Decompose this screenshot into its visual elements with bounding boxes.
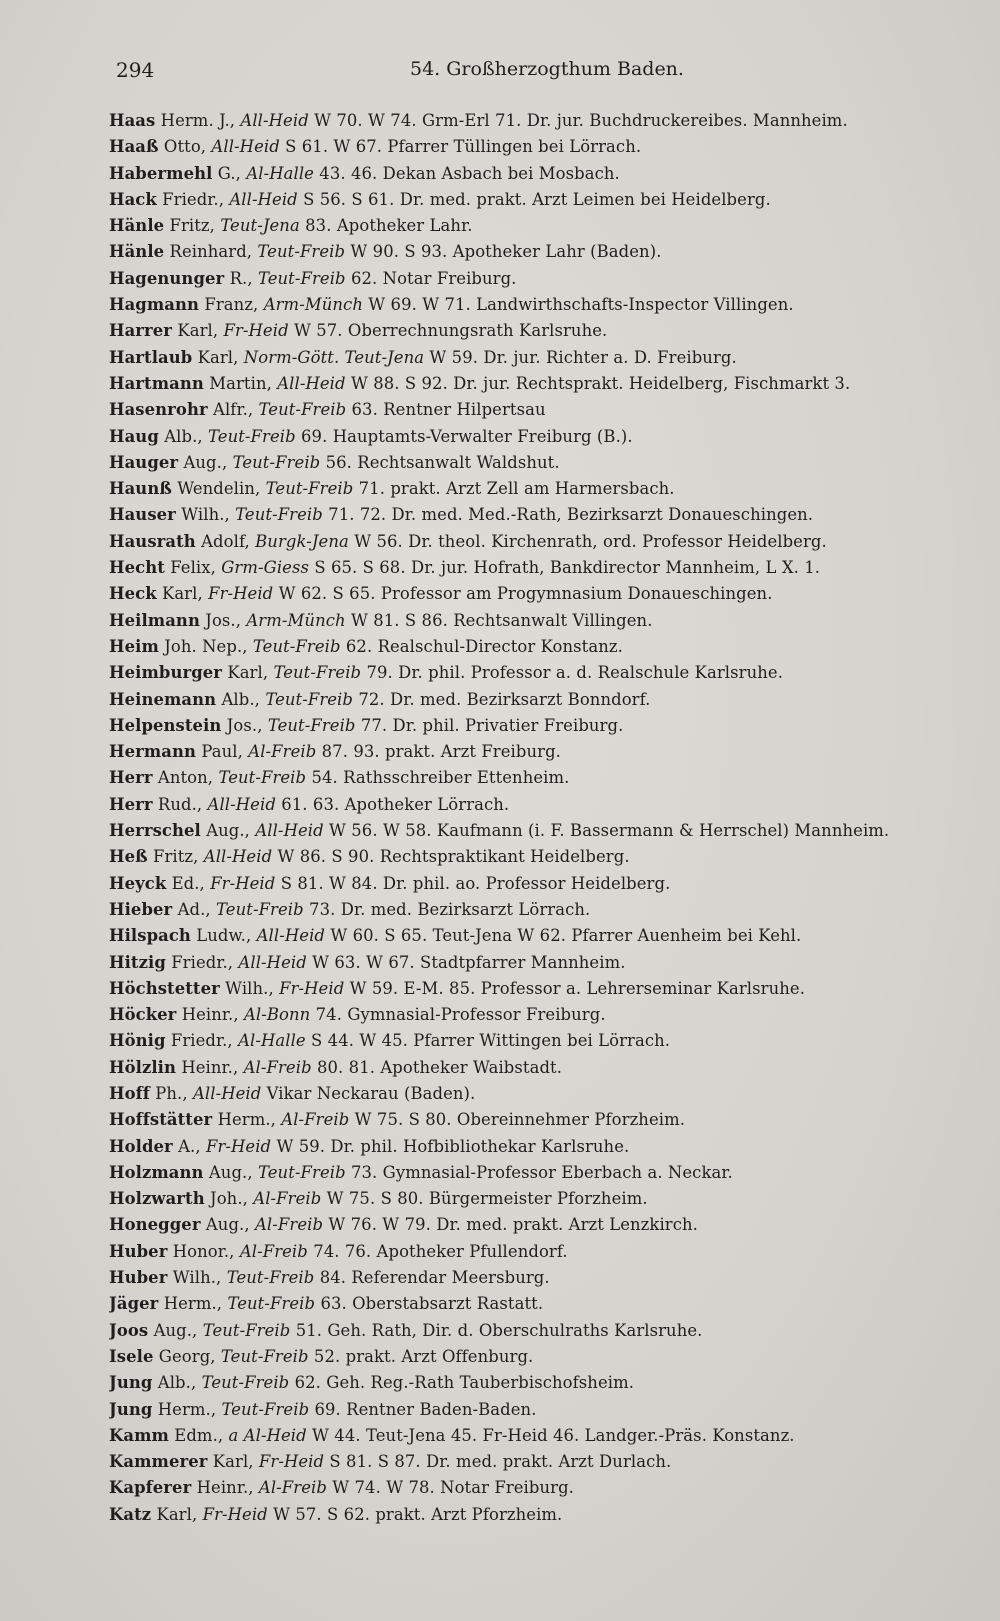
list-item	[109, 687, 989, 713]
entry-given-name: Paul,	[201, 742, 243, 762]
entry-details: 52. prakt. Arzt Offenburg.	[313, 1346, 534, 1366]
entry-given-name: Karl,	[161, 584, 203, 604]
entry-association: Teut-Freib	[258, 400, 347, 420]
entry-name: Isele	[109, 1346, 154, 1366]
entry-details: W 75. S 80. Obereinnehmer Pforzheim.	[354, 1110, 686, 1130]
entry-given-name: Friedr.,	[162, 189, 225, 209]
entry-association: Fr-Heid	[258, 1452, 325, 1472]
entry-details: 51. Geh. Rath, Dir. d. Oberschulraths Karlsruhe.	[295, 1320, 703, 1340]
entry-details: W 56. Dr. theol. Kirchenrath, ord. Professor Heidelberg.	[354, 531, 827, 551]
entry-details: W 90. S 93. Apotheker Lahr (Baden).	[350, 242, 662, 262]
entry-details: S 44. W 45. Pfarrer Wittingen bei Lörrach.	[311, 1031, 671, 1051]
entry-name: Hieber	[109, 899, 173, 919]
entry-given-name: Herm.,	[163, 1294, 223, 1314]
entry-details: W 57. Oberrechnungsrath Karlsruhe.	[293, 321, 608, 341]
entry-details: W 81. S 86. Rechtsanwalt Villingen.	[350, 610, 653, 630]
list-item	[109, 266, 989, 292]
entry-association: Teut-Freib	[227, 1294, 316, 1314]
entry-given-name: Wilh.,	[225, 978, 274, 998]
entry-name: Kammerer	[109, 1452, 208, 1472]
entry-details: 54. Rathsschreiber Ettenheim.	[311, 768, 570, 788]
list-item	[109, 1423, 989, 1449]
entry-details: W 59. E-M. 85. Professor a. Lehrerseminar Karlsruhe.	[349, 978, 805, 998]
entry-association: Grm-Giess	[221, 558, 310, 578]
entry-details: Vikar Neckarau (Baden).	[266, 1083, 476, 1103]
entry-details: W 59. Dr. jur. Richter a. D. Freiburg.	[429, 347, 737, 367]
list-item	[109, 1397, 989, 1423]
entry-association: All-Heid	[192, 1083, 262, 1103]
entry-association: Teut-Freib	[232, 452, 321, 472]
entry-association: Teut-Freib	[235, 505, 323, 525]
entry-name: Holzmann	[109, 1162, 204, 1182]
entry-association: Al-Freib	[248, 742, 317, 762]
entry-given-name: Karl,	[212, 1452, 254, 1472]
entry-details: 62. Geh. Reg.-Rath Tauberbischofsheim.	[294, 1373, 635, 1393]
entry-given-name: Martin,	[209, 373, 272, 393]
entry-name: Hoff	[109, 1083, 150, 1103]
entry-details: 71. 72. Dr. med. Med.-Rath, Bezirksarzt Donaueschingen.	[328, 505, 814, 525]
list-item	[109, 1055, 989, 1081]
list-item	[109, 555, 989, 581]
entry-association: Al-Freib	[258, 1478, 327, 1498]
entry-name: Habermehl	[109, 163, 213, 183]
entry-association: Fr-Heid	[210, 873, 276, 893]
list-item	[109, 1449, 989, 1475]
list-item	[109, 1344, 989, 1370]
entry-name: Huber	[109, 1241, 168, 1261]
entry-association: Al-Freib	[253, 1189, 322, 1209]
entry-name: Hauser	[109, 505, 176, 525]
entry-details: 63. Oberstabsarzt Rastatt.	[320, 1294, 544, 1314]
entry-given-name: Wilh.,	[172, 1268, 222, 1288]
list-item	[109, 345, 989, 371]
entry-given-name: Ad.,	[177, 899, 211, 919]
entry-name: Hartmann	[109, 373, 204, 393]
entry-association: Fr-Heid	[279, 978, 345, 998]
entry-given-name: Reinhard,	[169, 242, 253, 262]
entry-association: Al-Halle	[238, 1031, 306, 1051]
entry-association: Arm-Münch	[246, 610, 346, 630]
entry-details: S 81. W 84. Dr. phil. ao. Professor Heidelberg.	[280, 873, 671, 893]
list-item	[109, 1212, 989, 1238]
entry-name: Honegger	[109, 1215, 201, 1235]
entry-given-name: Anton,	[157, 768, 214, 788]
entry-name: Huber	[109, 1268, 168, 1288]
entry-name: Jung	[109, 1399, 153, 1419]
list-item	[109, 292, 989, 318]
list-item	[109, 1318, 989, 1344]
entry-details: 62. Realschul-Director Konstanz.	[345, 636, 623, 656]
entry-given-name: A.,	[178, 1136, 201, 1156]
entry-association: Teut-Freib	[265, 479, 354, 499]
entry-given-name: Ludw.,	[196, 926, 252, 946]
entry-association: Al-Freib	[255, 1215, 324, 1235]
entry-name: Heyck	[109, 873, 167, 893]
list-item	[109, 1186, 989, 1212]
entry-given-name: Heinr.,	[181, 1057, 239, 1077]
entry-given-name: Felix,	[170, 558, 216, 578]
list-item	[109, 187, 989, 213]
entry-association: All-Heid	[240, 111, 309, 130]
entry-details: 84. Referendar Meersburg.	[319, 1268, 550, 1288]
entry-given-name: Jos.,	[205, 610, 242, 630]
entry-given-name: Alb.,	[221, 689, 260, 709]
entry-association: All-Heid	[207, 794, 276, 814]
entry-association: Teut-Freib	[265, 689, 353, 709]
entry-given-name: Alb.,	[157, 1373, 197, 1393]
entry-name: Hänle	[109, 242, 165, 262]
entry-association: Teut-Freib	[257, 268, 346, 288]
entry-given-name: Karl,	[177, 321, 219, 341]
entry-association: Fr-Heid	[205, 1136, 272, 1156]
entry-name: Holder	[109, 1136, 173, 1156]
entry-given-name: Aug.,	[183, 452, 228, 472]
entry-given-name: Herm.,	[217, 1110, 276, 1130]
entry-association: Al-Freib	[239, 1241, 308, 1261]
entry-name: Hitzig	[109, 952, 166, 972]
list-item	[109, 976, 989, 1002]
list-item	[109, 1265, 989, 1291]
entry-name: Hagmann	[109, 295, 200, 315]
list-item	[109, 161, 989, 187]
entry-details: 61. 63. Apotheker Lörrach.	[281, 794, 510, 814]
entry-details: W 62. S 65. Professor am Progymnasium Donaueschingen.	[278, 584, 773, 604]
entry-details: W 56. W 58. Kaufmann (i. F. Bassermann & Herrschel) Mannheim.	[329, 821, 890, 841]
entry-name: Jung	[109, 1373, 153, 1393]
entry-given-name: Alb.,	[164, 426, 203, 446]
entry-association: Teut-Freib	[258, 1162, 346, 1182]
entry-association: Al-Freib	[243, 1057, 312, 1077]
entry-details: S 56. S 61. Dr. med. prakt. Arzt Leimen bei Heidelberg.	[303, 189, 771, 209]
entry-given-name: Wendelin,	[177, 479, 261, 499]
list-item	[109, 1160, 989, 1186]
list-item	[109, 897, 989, 923]
entry-details: 56. Rechtsanwalt Waldshut.	[325, 452, 560, 472]
entry-name: Hasenrohr	[109, 400, 208, 420]
entry-name: Hack	[109, 189, 157, 209]
entry-association: Teut-Freib	[267, 715, 356, 735]
entry-name: Herr	[109, 768, 153, 788]
entry-association: Al-Bonn	[244, 1005, 311, 1025]
entry-association: Teut-Freib	[202, 1320, 291, 1340]
entry-given-name: R.,	[229, 268, 253, 288]
entry-association: Teut-Freib	[226, 1268, 315, 1288]
entry-given-name: Georg,	[158, 1346, 216, 1366]
list-item	[109, 713, 989, 739]
list-item	[109, 1081, 989, 1107]
list-item	[109, 424, 989, 450]
entry-association: Teut-Freib	[201, 1373, 290, 1393]
list-item	[109, 1028, 989, 1054]
entry-given-name: Fritz,	[169, 216, 215, 236]
entry-association: All-Heid	[229, 189, 298, 209]
entry-details: W 70. W 74. Grm-Erl 71. Dr. jur. Buchdruckereibes. Mannheim.	[314, 111, 848, 130]
list-item	[109, 871, 989, 897]
entry-association: Teut-Freib	[216, 899, 304, 919]
entry-association: All-Heid	[256, 926, 326, 946]
entry-name: Höcker	[109, 1005, 177, 1025]
entry-details: 74. Gymnasial-Professor Freiburg.	[315, 1005, 606, 1025]
entry-association: All-Heid	[255, 821, 324, 841]
entry-association: Teut-Freib	[208, 426, 296, 446]
entry-association: All-Heid	[238, 952, 307, 972]
entry-given-name: Rud.,	[157, 794, 203, 814]
entry-name: Jäger	[109, 1294, 159, 1314]
entry-association: Teut-Jena	[220, 216, 300, 236]
entry-details: 83. Apotheker Lahr.	[305, 216, 473, 236]
entry-details: 72. Dr. med. Bezirksarzt Bonndorf.	[358, 689, 651, 709]
entry-given-name: Honor.,	[172, 1241, 235, 1261]
list-item	[109, 450, 989, 476]
list-item	[109, 1239, 989, 1265]
list-item	[109, 818, 989, 844]
entry-association: Teut-Freib	[273, 663, 362, 683]
list-item	[109, 502, 989, 528]
entry-given-name: Herm.,	[157, 1399, 217, 1419]
entry-name: Hagenunger	[109, 268, 225, 288]
list-item	[109, 1475, 989, 1501]
entry-name: Harrer	[109, 321, 173, 341]
entry-details: 73. Dr. med. Bezirksarzt Lörrach.	[309, 899, 591, 919]
entry-given-name: Karl,	[227, 663, 269, 683]
entry-given-name: Aug.,	[205, 1215, 250, 1235]
list-item	[109, 134, 989, 160]
entry-name: Heilmann	[109, 610, 200, 630]
entry-name: Kapferer	[109, 1478, 192, 1498]
entry-details: 71. prakt. Arzt Zell am Harmersbach.	[358, 479, 675, 499]
entry-given-name: Heinr.,	[181, 1005, 239, 1025]
entry-details: 80. 81. Apotheker Waibstadt.	[316, 1057, 563, 1077]
list-item	[109, 529, 989, 555]
entry-given-name: Ed.,	[171, 873, 205, 893]
entry-details: W 88. S 92. Dr. jur. Rechtsprakt. Heidelberg, Fischmarkt 3.	[350, 373, 851, 393]
entry-association: All-Heid	[277, 373, 346, 393]
entry-details: 43. 46. Dekan Asbach bei Mosbach.	[319, 163, 620, 183]
list-item	[109, 1502, 989, 1528]
entry-association: Norm-Gött. Teut-Jena	[243, 347, 425, 367]
entry-name: Haug	[109, 426, 159, 446]
entry-given-name: Adolf,	[201, 531, 250, 551]
entry-association: Al-Freib	[281, 1110, 350, 1130]
entry-given-name: Aug.,	[208, 1162, 253, 1182]
list-item	[109, 923, 989, 949]
entry-name: Helpenstein	[109, 715, 222, 735]
entry-given-name: Herm. J.,	[160, 111, 236, 130]
entry-details: W 44. Teut-Jena 45. Fr-Heid 46. Landger.-Präs. Konstanz.	[312, 1425, 795, 1445]
list-item	[109, 476, 989, 502]
list-item	[109, 1002, 989, 1028]
member-list	[109, 108, 989, 1528]
list-item	[109, 318, 989, 344]
entry-given-name: Fritz,	[152, 847, 199, 867]
entry-details: 73. Gymnasial-Professor Eberbach a. Neckar.	[351, 1162, 733, 1182]
entry-association: a Al-Heid	[228, 1425, 307, 1445]
entry-details: W 69. W 71. Landwirthschafts-Inspector Villingen.	[368, 295, 794, 315]
entry-name: Joos	[109, 1320, 149, 1340]
entry-name: Katz	[109, 1504, 152, 1524]
entry-association: Burgk-Jena	[255, 531, 349, 551]
entry-details: 62. Notar Freiburg.	[350, 268, 517, 288]
list-item	[109, 1291, 989, 1317]
entry-given-name: Joh. Nep.,	[164, 636, 248, 656]
entry-details: 79. Dr. phil. Professor a. d. Realschule Karlsruhe.	[366, 663, 784, 683]
page-number: 294	[116, 58, 155, 82]
list-item	[109, 634, 989, 660]
entry-name: Hausrath	[109, 531, 196, 551]
entry-name: Herrschel	[109, 821, 201, 841]
entry-name: Hölzlin	[109, 1057, 177, 1077]
entry-details: W 60. S 65. Teut-Jena W 62. Pfarrer Auenheim bei Kehl.	[330, 926, 802, 946]
entry-association: Al-Halle	[246, 163, 314, 183]
list-item	[109, 950, 989, 976]
entry-given-name: Ph.,	[155, 1083, 188, 1103]
list-item	[109, 1107, 989, 1133]
entry-given-name: Alfr.,	[213, 400, 254, 420]
list-item	[109, 739, 989, 765]
entry-given-name: Otto,	[163, 137, 207, 157]
entry-details: 63. Rentner Hilpertsau	[351, 400, 546, 420]
list-item	[109, 660, 989, 686]
entry-name: Hoffstätter	[109, 1110, 213, 1130]
entry-association: Fr-Heid	[223, 321, 289, 341]
entry-details: W 74. W 78. Notar Freiburg.	[332, 1478, 574, 1498]
list-item	[109, 581, 989, 607]
entry-given-name: Franz,	[204, 295, 259, 315]
entry-details: S 81. S 87. Dr. med. prakt. Arzt Durlach.	[329, 1452, 672, 1472]
entry-name: Hermann	[109, 742, 197, 762]
entry-name: Hänle	[109, 216, 165, 236]
entry-given-name: Wilh.,	[181, 505, 230, 525]
entry-association: All-Heid	[211, 137, 280, 157]
entry-association: Teut-Freib	[252, 636, 341, 656]
entry-name: Haas	[109, 111, 156, 130]
entry-name: Heck	[109, 584, 157, 604]
entry-name: Kamm	[109, 1425, 169, 1445]
list-item	[109, 371, 989, 397]
entry-association: Teut-Freib	[218, 768, 307, 788]
list-item	[109, 213, 989, 239]
entry-given-name: Friedr.,	[171, 952, 234, 972]
entry-given-name: Aug.,	[153, 1320, 198, 1340]
entry-given-name: Friedr.,	[170, 1031, 233, 1051]
entry-details: 87. 93. prakt. Arzt Freiburg.	[321, 742, 561, 762]
entry-details: W 76. W 79. Dr. med. prakt. Arzt Lenzkirch.	[328, 1215, 698, 1235]
entry-details: S 61. W 67. Pfarrer Tüllingen bei Lörrach.	[285, 137, 642, 157]
entry-details: W 59. Dr. phil. Hofbibliothekar Karlsruhe.	[276, 1136, 630, 1156]
list-item	[109, 397, 989, 423]
entry-given-name: Edm.,	[174, 1425, 224, 1445]
entry-association: Arm-Münch	[263, 295, 363, 315]
list-item	[109, 1134, 989, 1160]
entry-association: Teut-Freib	[220, 1346, 309, 1366]
entry-given-name: Aug.,	[206, 821, 250, 841]
entry-association: Teut-Freib	[257, 242, 346, 262]
entry-name: Heim	[109, 636, 159, 656]
page-header	[0, 58, 1000, 88]
entry-association: All-Heid	[203, 847, 273, 867]
entry-name: Hönig	[109, 1031, 166, 1051]
entry-name: Höchstetter	[109, 978, 220, 998]
list-item	[109, 765, 989, 791]
entry-name: Heß	[109, 847, 148, 867]
entry-given-name: Jos.,	[226, 715, 263, 735]
entry-name: Herr	[109, 794, 153, 814]
entry-name: Hilspach	[109, 926, 191, 946]
entry-association: Fr-Heid	[202, 1504, 268, 1524]
entry-association: Fr-Heid	[208, 584, 274, 604]
entry-association: Teut-Freib	[221, 1399, 310, 1419]
entry-name: Hecht	[109, 558, 165, 578]
list-item	[109, 608, 989, 634]
entry-given-name: Karl,	[197, 347, 239, 367]
running-head: 54. Großherzogthum Baden.	[410, 58, 684, 80]
entry-name: Holzwarth	[109, 1189, 205, 1209]
entry-name: Haaß	[109, 137, 159, 157]
entry-details: 69. Hauptamts-Verwalter Freiburg (B.).	[301, 426, 633, 446]
entry-name: Hauger	[109, 452, 179, 472]
entry-details: W 63. W 67. Stadtpfarrer Mannheim.	[312, 952, 626, 972]
entry-name: Haunß	[109, 479, 172, 499]
list-item	[109, 108, 989, 134]
entry-details: S 65. S 68. Dr. jur. Hofrath, Bankdirector Mannheim, L X. 1.	[314, 558, 821, 578]
list-item	[109, 792, 989, 818]
entry-details: 74. 76. Apotheker Pfullendorf.	[313, 1241, 568, 1261]
entry-given-name: Heinr.,	[196, 1478, 254, 1498]
entry-given-name: G.,	[217, 163, 241, 183]
entry-given-name: Joh.,	[210, 1189, 248, 1209]
entry-name: Heinemann	[109, 689, 217, 709]
entry-details: 77. Dr. phil. Privatier Freiburg.	[360, 715, 624, 735]
list-item	[109, 239, 989, 265]
entry-name: Hartlaub	[109, 347, 193, 367]
entry-given-name: Karl,	[156, 1504, 198, 1524]
list-item	[109, 1370, 989, 1396]
entry-name: Heimburger	[109, 663, 223, 683]
entry-details: W 57. S 62. prakt. Arzt Pforzheim.	[273, 1504, 563, 1524]
entry-details: W 75. S 80. Bürgermeister Pforzheim.	[326, 1189, 648, 1209]
list-item	[109, 844, 989, 870]
entry-details: W 86. S 90. Rechtspraktikant Heidelberg.	[277, 847, 630, 867]
entry-details: 69. Rentner Baden-Baden.	[314, 1399, 537, 1419]
